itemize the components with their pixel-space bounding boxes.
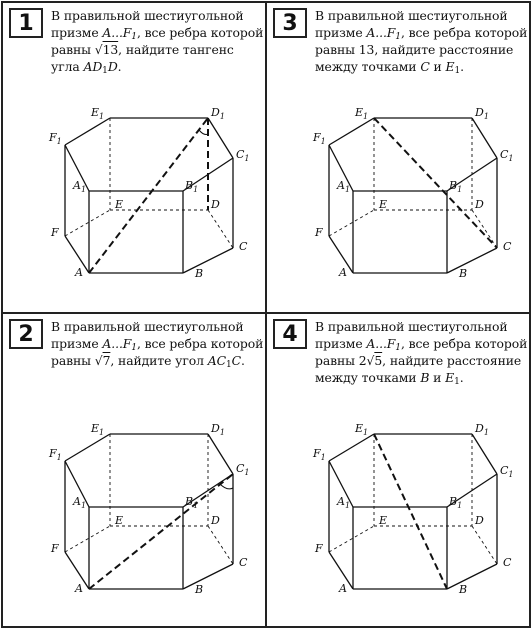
label-F: F (315, 542, 323, 555)
label-E1: $E_1$ (91, 106, 105, 121)
label-B1: $B_1$ (449, 179, 463, 194)
label-A: A (339, 582, 347, 595)
label-E: E (115, 198, 124, 211)
label-E: E (379, 514, 388, 527)
label-E1: $E_1$ (355, 106, 369, 121)
problem-cell-1 (3, 3, 265, 312)
label-E: E (379, 198, 388, 211)
label-A: A (75, 582, 83, 595)
label-D: D (211, 198, 220, 211)
problem-cell-2 (3, 314, 265, 626)
prism-figure-3 (267, 78, 532, 308)
label-A1: $A_1$ (73, 495, 87, 510)
label-C: C (239, 240, 248, 253)
label-B1: $B_1$ (185, 495, 199, 510)
problem-cell-4 (267, 314, 529, 626)
prism-figure-1 (3, 78, 269, 308)
problem-number-3: 3 (273, 8, 307, 38)
label-C1: $C_1$ (236, 462, 250, 477)
label-B1: $B_1$ (449, 495, 463, 510)
label-B1: $B_1$ (185, 179, 199, 194)
label-B: B (459, 267, 468, 280)
label-E1: $E_1$ (355, 422, 369, 437)
label-E: E (115, 514, 124, 527)
label-F1: $F_1$ (313, 447, 326, 462)
prism-figure-4 (267, 394, 532, 624)
label-A1: $A_1$ (73, 179, 87, 194)
label-D: D (475, 198, 484, 211)
label-D1: $D_1$ (475, 106, 489, 121)
label-B: B (195, 583, 204, 596)
label-C1: $C_1$ (236, 148, 250, 163)
label-F1: $F_1$ (49, 131, 62, 146)
label-A1: $A_1$ (337, 495, 351, 510)
label-B: B (195, 267, 204, 280)
problem-text-4: В правильной шестиугольной призме $A...F_1$, все ребра которой равны 2√5, найдите расстояние между точками B и $E_1$. (315, 319, 528, 387)
label-D1: $D_1$ (211, 422, 225, 437)
label-A1: $A_1$ (337, 179, 351, 194)
label-E1: $E_1$ (91, 422, 105, 437)
label-C: C (239, 556, 248, 569)
label-A: A (75, 266, 83, 279)
problem-text-3: В правильной шестиугольной призме $A...F_1$, все ребра которой равны 13, найдите расстояние между точками C и $E_1$. (315, 8, 528, 76)
problem-number-4: 4 (273, 319, 307, 349)
label-C: C (503, 240, 512, 253)
label-D1: $D_1$ (475, 422, 489, 437)
problem-number-2: 2 (9, 319, 43, 349)
problem-number-1: 1 (9, 8, 43, 38)
problem-cell-3 (267, 3, 529, 312)
label-A: A (339, 266, 347, 279)
label-D1: $D_1$ (211, 106, 225, 121)
label-F1: $F_1$ (49, 447, 62, 462)
label-C1: $C_1$ (500, 148, 514, 163)
label-F: F (51, 542, 59, 555)
problem-text-2: В правильной шестиугольной призме $A...F_1$, все ребра которой равны √7, найдите угол $AC_1C$. (51, 319, 264, 370)
problem-text-1: В правильной шестиугольной призме $A...F_1$, все ребра которой равны √13, найдите тангенс угла $AD_1D$. (51, 8, 264, 76)
label-F1: $F_1$ (313, 131, 326, 146)
label-B: B (459, 583, 468, 596)
label-F: F (51, 226, 59, 239)
label-C1: $C_1$ (500, 464, 514, 479)
label-D: D (475, 514, 484, 527)
label-D: D (211, 514, 220, 527)
label-F: F (315, 226, 323, 239)
prism-figure-2 (3, 394, 269, 624)
label-C: C (503, 556, 512, 569)
